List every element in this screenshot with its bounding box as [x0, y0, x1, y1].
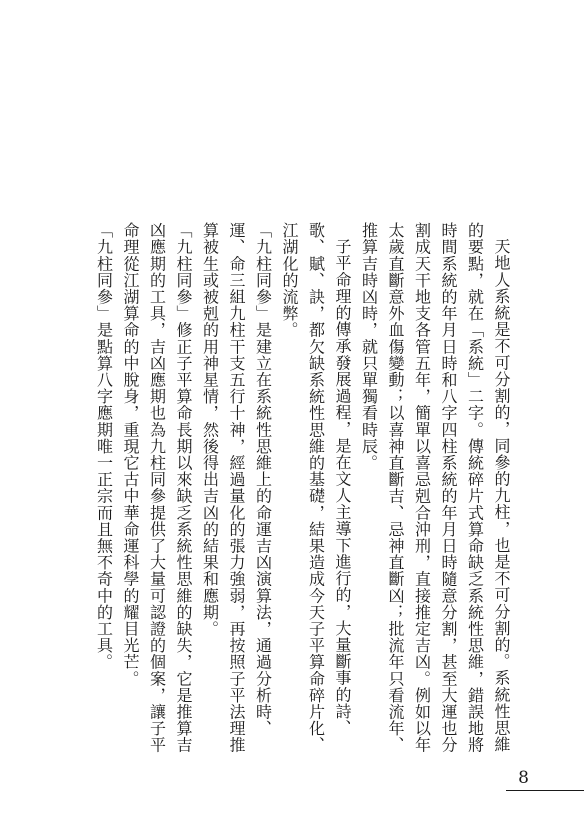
- body-text: [90, 222, 514, 762]
- page-number: 8: [518, 768, 529, 788]
- paragraph-5: 「九柱同參」是點算八字應期唯一正宗而且無不奇中的工具。: [94, 222, 114, 671]
- paragraph-2: 子平命理的傳承發展過程，是在文人主導下進行的，大量斷事的詩、歌、賦、訣，都欠缺系統性思維的基礎，結果造成今天子平算命碎片化、江湖化的流弊。: [280, 222, 352, 754]
- paragraph-1: 天地人系統是不可分割的，同參的九柱，也是不可分割的。系統性思維的要點，就在「系統」二字。傳統碎片式算命缺乏系統性思維，錯誤地將時間系統的年月日時和八字四柱系統的年月日時隨意分割，甚至大運也分割成天干地支各管五年，簡單以喜忌剋合沖刑，直接推定吉凶。例如以年太歲直斷意外血傷變動；以喜神直斷吉、忌神直斷凶；批流年只看流年、推算吉時凶時，就只單獨看時辰。: [359, 222, 511, 754]
- paragraph-4: 「九柱同參」修正子平算命長期以來缺乏系統性思維的缺失，它是推算吉凶應期的工具，吉凶應期也為九柱同參提供了大量可認證的個案，讓子平命理從江湖算命的中脫身，重現它古中華命運科學的耀目光芒。: [121, 222, 193, 754]
- paragraph-3: 「九柱同參」是建立在系統性思維上的命運吉凶演算法，通過分析時、運、命三組九柱干支五行十神，經過量化的張力強弱，再按照子平法理推算被生或被剋的用神星情，然後得出吉凶的結果和應期。: [200, 222, 273, 754]
- footer-rule: [506, 790, 584, 791]
